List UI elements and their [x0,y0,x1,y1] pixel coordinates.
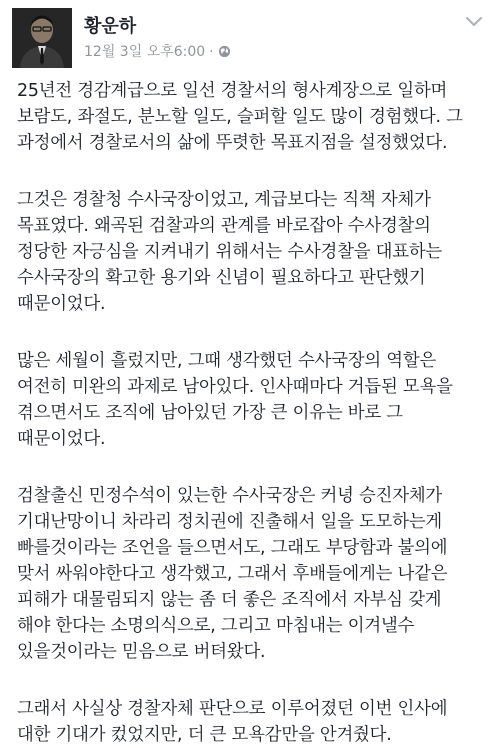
post-paragraph [17,696,492,748]
post-text-line: 정당한 자긍심을 지켜내기 위해서는 수사경찰을 대표하는 [17,242,443,262]
author-photo [12,8,72,68]
post-text-line: 기대난망이니 차라리 정치권에 진출해서 일을 도모하는게 [17,512,443,532]
post-text-line: 있을것이라는 믿음으로 버텨왔다. [17,642,266,662]
post-text-line: 맞서 싸워야한다고 생각했고, 그래서 후배들에게는 나같은 [17,564,448,584]
post-text-line: 과정에서 경찰로서의 삶에 뚜렷한 목표지점을 설정했었다. [17,133,448,153]
post-text-line: 그래서 사실상 경찰자체 판단으로 이루어졌던 이번 인사에 [17,699,448,719]
post-meta [84,41,231,62]
post-header [12,8,488,68]
post-timestamp[interactable]: 12월 3일 오후6:00 [84,44,206,60]
post-text-line: 그것은 경찰청 수사국장이었고, 계급보다는 직책 자체가 [17,190,431,210]
post-text-line: 검찰출신 민정수석이 있는한 수사국장은 커녕 승진자체가 [17,486,443,506]
post-paragraph [17,187,492,317]
post-text-line: 해야 한다는 소명의식으로, 그리고 마침내는 이겨낼수 [17,616,415,636]
post-paragraph [17,78,492,156]
post-text-line: 수사국장의 확고한 용기와 신념이 필요하다고 판단했기 [17,268,426,288]
post-text-line: 많은 세월이 흘렀지만, 그때 생각했던 수사국장의 역할은 [17,351,437,371]
post-text-line: 목표였다. 왜곡된 검찰과의 관계를 바로잡아 수사경찰의 [17,216,431,236]
post-paragraph [17,483,492,665]
post-text-line: 대한 기대가 컸었지만, 더 큰 모욕감만을 안겨줬다. [17,725,392,745]
post-text-line: 25년전 경감계급으로 일선 경찰서의 형사계장으로 일하며 [17,81,448,101]
post-text-line: 여전히 미완의 과제로 남아있다. 인사때마다 거듭된 모욕을 [17,377,453,397]
globe-icon[interactable] [218,45,231,62]
chevron-down-icon[interactable] [464,14,484,28]
author-name[interactable]: 황운하 [84,16,137,37]
author-avatar[interactable] [12,8,72,68]
post-text-line: 때문이었다. [17,429,106,449]
meta-separator: · [209,44,214,60]
post-text-line: 겪으면서도 조직에 남아있던 가장 큰 이유는 바로 그 [17,403,403,423]
post-text-line: 피해가 대물림되지 않는 좀 더 좋은 조직에서 자부심 갖게 [17,590,442,610]
post-text-line: 때문이었다. [17,294,106,314]
post-body [17,78,492,748]
post-text-line: 빠를것이라는 조언을 들으면서도, 그래도 부당함과 불의에 [17,538,448,558]
post-paragraph [17,348,492,452]
post-text-line: 보람도, 좌절도, 분노할 일도, 슬퍼할 일도 많이 경험했다. 그 [17,107,463,127]
